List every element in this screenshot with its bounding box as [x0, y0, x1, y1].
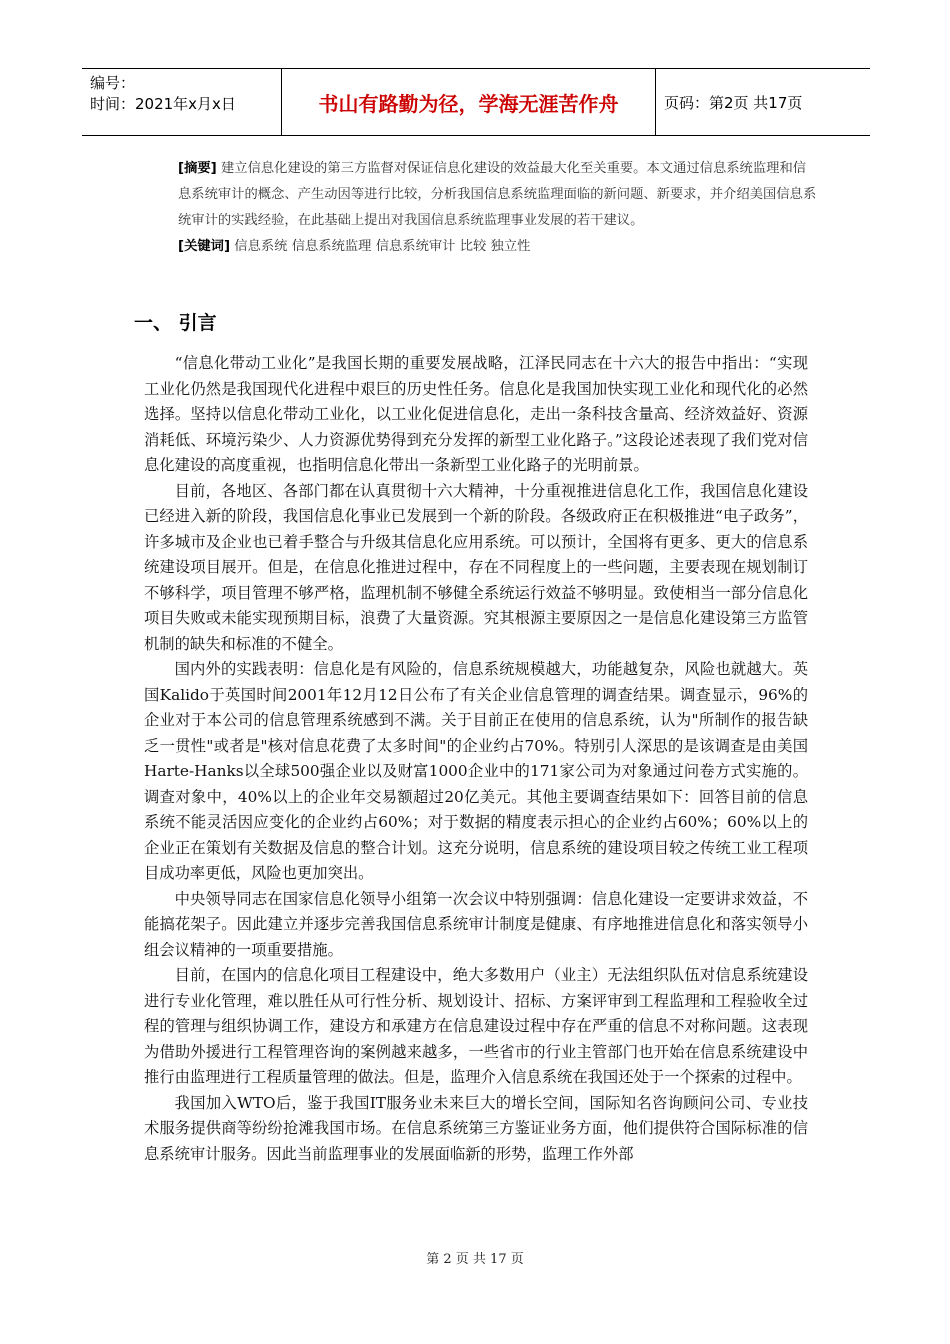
abstract-text: 建立信息化建设的第三方监督对保证信息化建设的效益最大化至关重要。本文通过信息系统监理和信息系统审计的概念、产生动因等进行比较，分析我国信息系统监理面临的新问题、新要求，并介绍美国信息系统审计的实践经验，在此基础上提出对我国信息系统监理事业发展的若干建议。	[178, 161, 817, 228]
header-meta-cell	[82, 69, 282, 135]
body-paragraph: 国内外的实践表明：信息化是有风险的，信息系统规模越大，功能越复杂，风险也就越大。英国Kalido于英国时间2001年12月12日公布了有关企业信息管理的调查结果。调查显示，96%的企业对于本公司的信息管理系统感到不满。关于目前正在使用的信息系统，认为"所制作的报告缺乏一贯性"或者是"核对信息花费了太多时间"的企业约占70%。特别引人深思的是该调查是由美国Harte-Hanks以全球500强企业以及财富1000企业中的171家公司为对象通过问卷方式实施的。调查对象中，40%以上的企业年交易额超过20亿美元。其他主要调查结果如下：回答目前的信息系统不能灵活因应变化的企业约占60%；对于数据的精度表示担心的企业约占60%；60%以上的企业正在策划有关数据及信息的整合计划。这充分说明，信息系统的建设项目较之传统工业工程项目成功率更低，风险也更加突出。	[144, 660, 808, 882]
document-number-label: 编号：	[90, 74, 136, 92]
body-paragraph: 我国加入WTO后，鉴于我国IT服务业未来巨大的增长空间，国际知名咨询顾问公司、专业技术服务提供商等纷纷抢滩我国市场。在信息系统第三方鉴证业务方面，他们提供符合国际标准的信息系统审计服务。因此当前监理事业的发展面临新的形势，监理工作外部	[144, 1093, 808, 1163]
keywords-text: 信息系统 信息系统监理 信息系统审计 比较 独立性	[234, 239, 531, 254]
header-page-cell	[656, 69, 870, 135]
document-header	[82, 68, 870, 136]
body-paragraph: 中央领导同志在国家信息化领导小组第一次会议中特别强调：信息化建设一定要讲求效益，不能搞花架子。因此建立并逐步完善我国信息系统审计制度是健康、有序地推进信息化和落实领导小组会议精神的一项重要措施。	[144, 889, 808, 959]
keywords-paragraph	[178, 234, 818, 260]
abstract-label: [摘要]	[178, 161, 217, 176]
header-page-info: 页码：第2页 共17页	[664, 93, 803, 112]
keywords-label: [关键词]	[178, 239, 231, 254]
document-time-label: 时间：2021年x月x日	[90, 95, 236, 113]
body-paragraph: “信息化带动工业化”是我国长期的重要发展战略，江泽民同志在十六大的报告中指出：“实现工业化仍然是我国现代化进程中艰巨的历史性任务。信息化是我国加快实现工业化和现代化的必然选择。坚持以信息化带动工业化，以工业化促进信息化，走出一条科技含量高、经济效益好、资源消耗低、环境污染少、人力资源优势得到充分发挥的新型工业化路子。”这段论述表现了我们党对信息化建设的高度重视，也指明信息化带出一条新型工业化路子的光明前景。	[144, 354, 808, 474]
abstract-paragraph	[178, 156, 818, 234]
abstract-block	[178, 156, 818, 260]
section-heading: 一、 引言	[134, 312, 217, 334]
body-paragraph: 目前，在国内的信息化项目工程建设中，绝大多数用户（业主）无法组织队伍对信息系统建设进行专业化管理，难以胜任从可行性分析、规划设计、招标、方案评审到工程监理和工程验收全过程的管理与组织协调工作，建设方和承建方在信息建设过程中存在严重的信息不对称问题。这表现为借助外援进行工程管理咨询的案例越来越多，一些省市的行业主管部门也开始在信息系统建设中推行由监理进行工程质量管理的做法。但是，监理介入信息系统在我国还处于一个探索的过程中。	[144, 966, 808, 1086]
page-footer: 第 2 页 共 17 页	[426, 1252, 524, 1267]
body-text	[144, 351, 808, 1167]
header-motto: 书山有路勤为径，学海无涯苦作舟	[318, 91, 619, 116]
body-paragraph: 目前，各地区、各部门都在认真贯彻十六大精神，十分重视推进信息化工作，我国信息化建设已经进入新的阶段，我国信息化事业已发展到一个新的阶段。各级政府正在积极推进“电子政务”，许多城市及企业也已着手整合与升级其信息化应用系统。可以预计，全国将有更多、更大的信息系统建设项目展开。但是，在信息化推进过程中，存在不同程度上的一些问题，主要表现在规划制订不够科学，项目管理不够严格，监理机制不够健全系统运行效益不够明显。致使相当一部分信息化项目失败或未能实现预期目标，浪费了大量资源。究其根源主要原因之一是信息化建设第三方监管机制的缺失和标准的不健全。	[144, 481, 808, 653]
header-motto-cell	[282, 69, 656, 135]
